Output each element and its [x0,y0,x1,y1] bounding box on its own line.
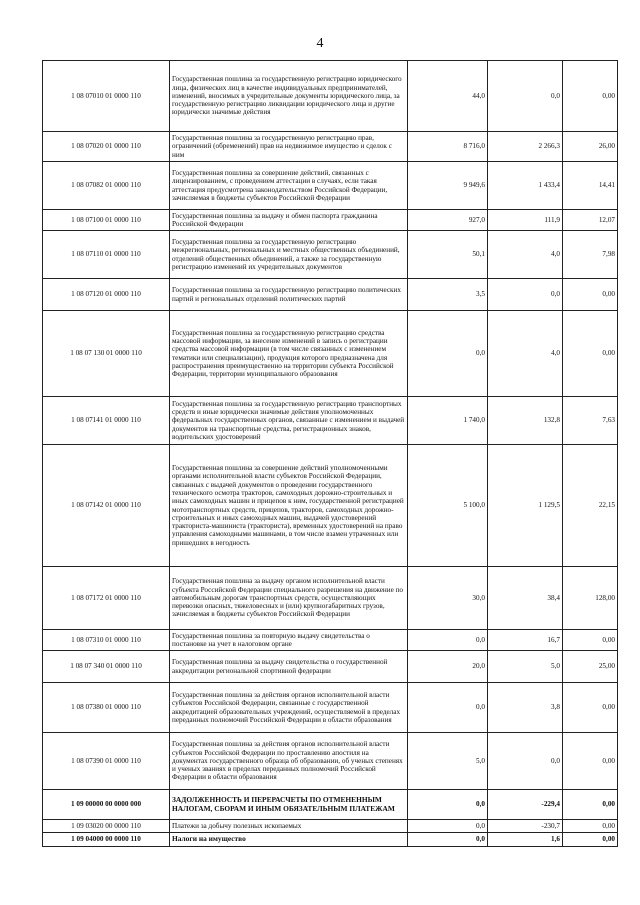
row-actual-value: 0,0 [488,733,563,790]
row-code: 1 09 00000 00 0000 000 [43,790,170,820]
row-actual-value: 0,0 [488,279,563,311]
row-code: 1 08 07380 01 0000 110 [43,683,170,733]
row-percent: 0,00 [563,630,618,651]
row-plan-value: 9 949,6 [408,162,488,210]
row-percent: 25,00 [563,651,618,683]
row-plan-value: 5,0 [408,733,488,790]
table-row [43,833,618,847]
row-actual-value: 38,4 [488,567,563,630]
row-percent: 0,00 [563,733,618,790]
row-name: Государственная пошлина за государственную регистрацию транспортных средств и иные юридически значимые действия уполномоченных федеральных государственных органов, связанные с изменением и выдачей документов на транспортные средства, регистрационных знаков, водительских удостоверений [170,397,408,445]
row-percent: 128,00 [563,567,618,630]
row-plan-value: 1 740,0 [408,397,488,445]
table-row [43,445,618,567]
row-actual-value: 1 433,4 [488,162,563,210]
row-code: 1 08 07 130 01 0000 110 [43,311,170,397]
table-row [43,567,618,630]
row-code: 1 09 04000 00 0000 110 [43,833,170,847]
table-row [43,397,618,445]
table-row [43,61,618,132]
row-code: 1 08 07082 01 0000 110 [43,162,170,210]
row-code: 1 09 03020 00 0000 110 [43,820,170,833]
row-plan-value: 0,0 [408,833,488,847]
row-name: Государственная пошлина за выдачу и обмен паспорта гражданина Российской Федерации [170,210,408,231]
row-code: 1 08 07172 01 0000 110 [43,567,170,630]
row-name: Налоги на имущество [170,833,408,847]
page-number: 4 [316,36,324,51]
row-name: Государственная пошлина за совершение действий уполномоченными органами исполнительной власти субъектов Российской Федерации, связанных с выдачей документов о проведении государственного технического осмотра тракторов, самоходных дорожно-строительных и иных самоходных машин и прицепов к ним, государственной регистрацией мототранспортных средств, прицепов, тракторов, самоходных дорожно-строительных и иных самоходных машин, выдачей удостоверений тракториста-машиниста (тракториста), временных удостоверений на право управления самоходными машинами, в том числе взамен утраченных или пришедших в негодность [170,445,408,567]
row-name: Государственная пошлина за государственную регистрацию прав, ограничений (обременений) прав на недвижимое имущество и сделок с ним [170,132,408,162]
row-name: Государственная пошлина за государственную регистрацию юридического лица, физических лиц в качестве индивидуальных предпринимателей, изменений, вносимых в учредительные документы юридического лица, за государственную регистрацию ликвидации юридического лица и другие юридически значимые действия [170,61,408,132]
row-percent: 22,15 [563,445,618,567]
row-plan-value: 8 716,0 [408,132,488,162]
row-name: Государственная пошлина за совершение действий, связанных с лицензированием, с проведением аттестации в случаях, если такая аттестация предусмотрена законодательством Российской Федерации, зачисляемая в бюджеты субъектов Российской Федерации [170,162,408,210]
row-percent: 26,00 [563,132,618,162]
table-row [43,820,618,833]
row-name: Государственная пошлина за действия органов исполнительной власти субъектов Российской Федерации, связанные с государственной аккредитацией образовательных учреждений, осуществляемой в пределах переданных полномочий Российской Федерации в области образования [170,683,408,733]
row-code: 1 08 07 340 01 0000 110 [43,651,170,683]
row-code: 1 08 07020 01 0000 110 [43,132,170,162]
table-row [43,279,618,311]
row-actual-value: 0,0 [488,61,563,132]
row-code: 1 08 07141 01 0000 110 [43,397,170,445]
row-name: Государственная пошлина за выдачу свидетельства о государственной аккредитации региональной спортивной федерации [170,651,408,683]
revenue-table [42,60,618,847]
row-plan-value: 20,0 [408,651,488,683]
row-name: ЗАДОЛЖЕННОСТЬ И ПЕРЕРАСЧЕТЫ ПО ОТМЕНЕННЫМ НАЛОГАМ, СБОРАМ И ИНЫМ ОБЯЗАТЕЛЬНЫМ ПЛАТЕЖАМ [170,790,408,820]
table-row [43,231,618,279]
row-percent: 7,63 [563,397,618,445]
row-code: 1 08 07100 01 0000 110 [43,210,170,231]
table-row [43,733,618,790]
row-plan-value: 30,0 [408,567,488,630]
row-code: 1 08 07390 01 0000 110 [43,733,170,790]
row-percent: 0,00 [563,279,618,311]
row-code: 1 08 07310 01 0000 110 [43,630,170,651]
row-actual-value: 4,0 [488,311,563,397]
table-row [43,210,618,231]
row-percent: 14,41 [563,162,618,210]
row-plan-value: 927,0 [408,210,488,231]
row-actual-value: 2 266,3 [488,132,563,162]
table-row [43,132,618,162]
row-code: 1 08 07120 01 0000 110 [43,279,170,311]
row-code: 1 08 07010 01 0000 110 [43,61,170,132]
row-percent: 0,00 [563,833,618,847]
row-actual-value: 1 129,5 [488,445,563,567]
row-actual-value: 1,6 [488,833,563,847]
row-plan-value: 0,0 [408,790,488,820]
row-plan-value: 0,0 [408,820,488,833]
row-actual-value: 3,8 [488,683,563,733]
row-plan-value: 5 100,0 [408,445,488,567]
row-name: Государственная пошлина за выдачу органом исполнительной власти субъекта Российской Федерации специального разрешения на движение по автомобильным дорогам транспортных средств, осуществляющих перевозки опасных, тяжеловесных и (или) крупногабаритных грузов, зачисляемая в бюджеты субъектов Российской Федерации [170,567,408,630]
row-actual-value: 16,7 [488,630,563,651]
row-name: Государственная пошлина за государственную регистрацию политических партий и региональных отделений политических партий [170,279,408,311]
row-percent: 0,00 [563,683,618,733]
table-row [43,630,618,651]
row-percent: 0,00 [563,790,618,820]
row-code: 1 08 07110 01 0000 110 [43,231,170,279]
row-actual-value: 111,9 [488,210,563,231]
table-row [43,311,618,397]
row-name: Платежи за добычу полезных ископаемых [170,820,408,833]
table-row [43,651,618,683]
row-percent: 0,00 [563,820,618,833]
row-plan-value: 0,0 [408,630,488,651]
row-name: Государственная пошлина за государственную регистрацию средства массовой информации, за внесение изменений в запись о регистрации средства массовой информации (в том числе связанных с изменением тематики или специализации), продукция которого предназначена для распространения преимущественно на территории субъекта Российской Федерации, территории муниципального образования [170,311,408,397]
row-code: 1 08 07142 01 0000 110 [43,445,170,567]
table-row [43,790,618,820]
row-actual-value: 4,0 [488,231,563,279]
row-plan-value: 0,0 [408,311,488,397]
row-actual-value: 132,8 [488,397,563,445]
row-percent: 0,00 [563,61,618,132]
row-name: Государственная пошлина за государственную регистрацию межрегиональных, региональных и местных общественных объединений, отделений общественных объединений, а также за государственную регистрацию изменений их учредительных документов [170,231,408,279]
row-actual-value: 5,0 [488,651,563,683]
row-percent: 0,00 [563,311,618,397]
row-plan-value: 50,1 [408,231,488,279]
row-name: Государственная пошлина за действия органов исполнительной власти субъектов Российской Федерации по проставлению апостиля на документах государственного образца об образовании, об ученых степенях и ученых званиях в пределах переданных полномочий Российской Федерации в области образования [170,733,408,790]
row-name: Государственная пошлина за повторную выдачу свидетельства о постановке на учет в налоговом органе [170,630,408,651]
row-percent: 7,98 [563,231,618,279]
row-percent: 12,07 [563,210,618,231]
row-plan-value: 0,0 [408,683,488,733]
row-plan-value: 3,5 [408,279,488,311]
row-plan-value: 44,0 [408,61,488,132]
table-row [43,162,618,210]
row-actual-value: -229,4 [488,790,563,820]
table-row [43,683,618,733]
row-actual-value: -230,7 [488,820,563,833]
